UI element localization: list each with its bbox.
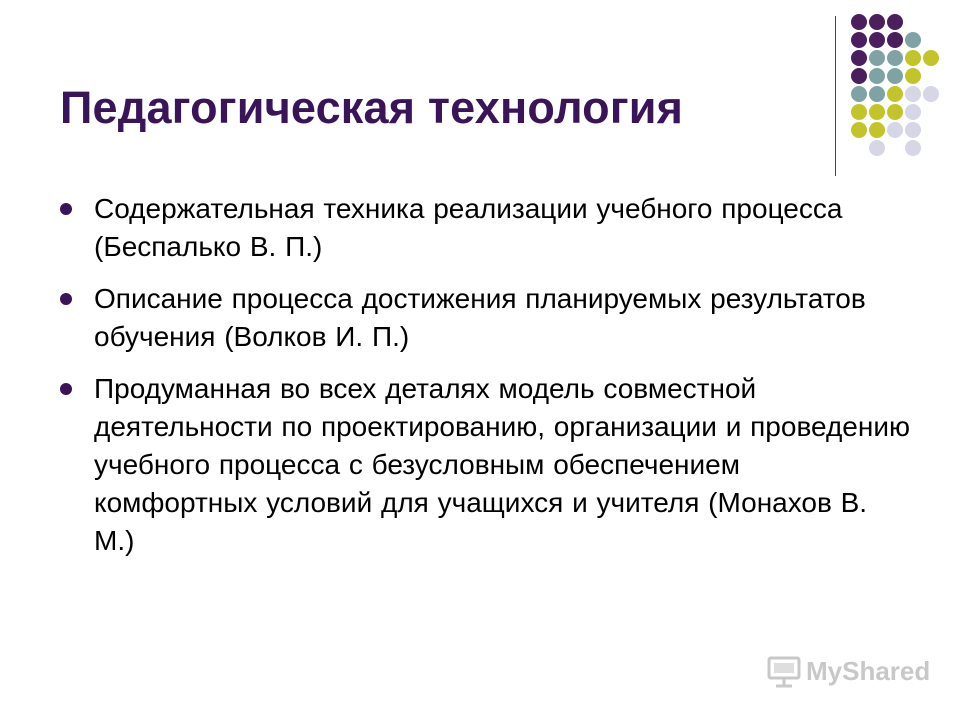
decor-dot xyxy=(851,122,867,138)
decor-dot xyxy=(905,86,921,102)
decor-dot xyxy=(851,14,867,30)
decor-dot xyxy=(923,50,939,66)
bullet-list xyxy=(60,190,910,574)
decor-dot xyxy=(887,14,903,30)
decor-dot xyxy=(887,68,903,84)
decor-dot xyxy=(905,68,921,84)
decor-dot xyxy=(869,140,885,156)
title-divider-line xyxy=(835,16,836,176)
decor-dot xyxy=(851,104,867,120)
decor-dot xyxy=(869,50,885,66)
bullet-item xyxy=(60,190,910,266)
decor-dot xyxy=(923,86,939,102)
decor-dot xyxy=(905,122,921,138)
decor-dot xyxy=(887,104,903,120)
decor-dot xyxy=(887,32,903,48)
decor-dot xyxy=(851,50,867,66)
bullet-point-icon xyxy=(60,203,72,215)
presentation-board-icon xyxy=(766,654,802,690)
decor-dot xyxy=(869,14,885,30)
watermark-logo xyxy=(764,652,934,692)
decor-dot xyxy=(905,50,921,66)
decor-dot xyxy=(887,50,903,66)
decor-dot xyxy=(869,122,885,138)
bullet-text: Продуманная во всех деталях модель совместной деятельности по проектированию, организации и проведению учебного процесса с безусловным обеспечением комфортных условий для учащихся и учителя (Монахов В. М.) xyxy=(94,373,910,556)
watermark-text: MyShared xyxy=(806,656,931,686)
decor-dot xyxy=(905,32,921,48)
decor-dot xyxy=(869,68,885,84)
decor-dot xyxy=(869,104,885,120)
slide-title: Педагогическая технология xyxy=(60,82,684,133)
bullet-text: Описание процесса достижения планируемых результатов обучения (Волков И. П.) xyxy=(94,283,866,352)
bullet-item xyxy=(60,370,910,560)
bullet-text: Содержательная техника реализации учебного процесса (Беспалько В. П.) xyxy=(94,193,843,262)
decor-dot xyxy=(851,32,867,48)
bullet-point-icon xyxy=(60,383,72,395)
decor-dot xyxy=(905,140,921,156)
decor-dot xyxy=(851,68,867,84)
bullet-item xyxy=(60,280,910,356)
bullet-point-icon xyxy=(60,293,72,305)
decor-dot xyxy=(869,86,885,102)
decor-dot xyxy=(887,86,903,102)
decor-dot xyxy=(887,122,903,138)
decor-dot xyxy=(869,32,885,48)
decor-dot xyxy=(851,86,867,102)
decor-dot xyxy=(905,104,921,120)
